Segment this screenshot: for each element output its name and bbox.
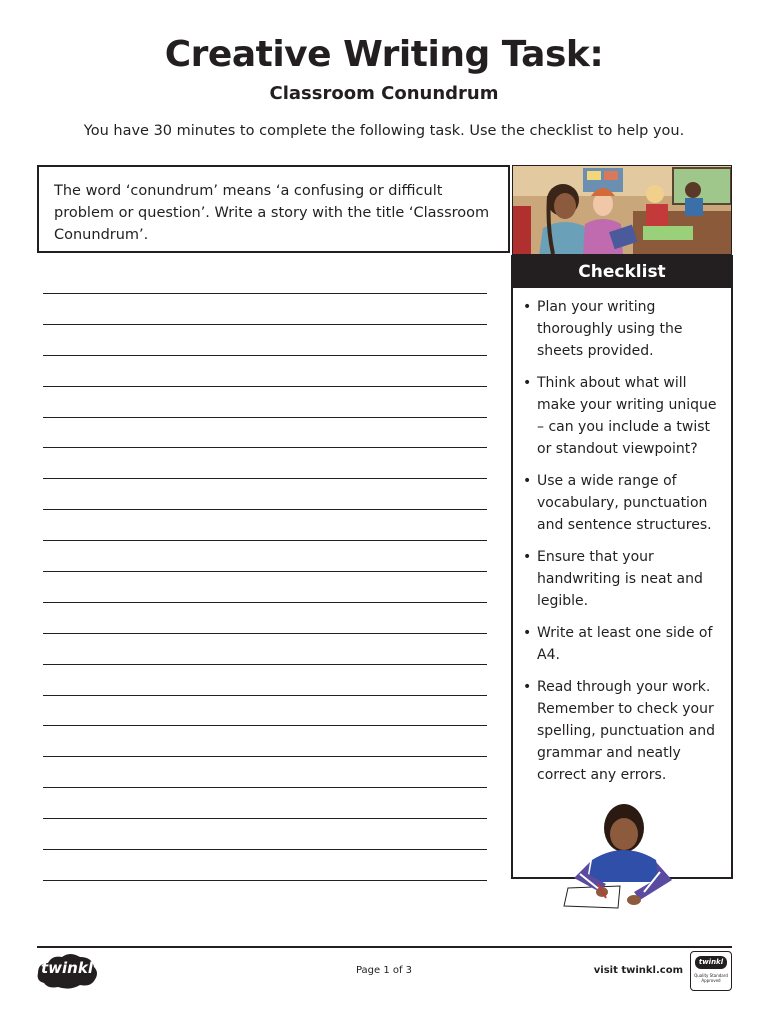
checklist-items: [513, 288, 731, 786]
task-description: The word ‘conundrum’ means ‘a confusing or difficult problem or question’. Write a story with the title ‘Classroom Conundrum’.: [54, 183, 490, 243]
writing-line[interactable]: [43, 540, 487, 571]
writing-line[interactable]: [43, 602, 487, 633]
badge-logo: twinkl: [695, 956, 727, 969]
quality-badge: [690, 951, 732, 991]
classroom-scene-illustration: [512, 165, 732, 255]
writing-line[interactable]: [43, 447, 487, 478]
page-title: Creative Writing Task:: [164, 34, 604, 75]
writing-line[interactable]: [43, 355, 487, 386]
writing-line[interactable]: [43, 664, 487, 695]
checklist-item: • Ensure that your handwriting is neat and legible.: [521, 546, 725, 612]
writing-line[interactable]: [43, 324, 487, 355]
bullet-icon: •: [523, 473, 532, 489]
footer-divider: [37, 946, 732, 948]
visit-link[interactable]: visit twinkl.com: [593, 965, 683, 976]
bullet-icon: •: [523, 679, 532, 695]
writing-line[interactable]: [43, 386, 487, 417]
checklist-item: • Think about what will make your writing unique – can you include a twist or standout viewpoint?: [521, 372, 725, 460]
writing-line[interactable]: [43, 571, 487, 602]
writing-line[interactable]: [43, 787, 487, 818]
page-subtitle: Classroom Conundrum: [269, 83, 499, 104]
bullet-icon: •: [523, 299, 532, 315]
checklist-item: • Use a wide range of vocabulary, punctuation and sentence structures.: [521, 470, 725, 536]
writing-line[interactable]: [43, 818, 487, 849]
writing-line[interactable]: [43, 633, 487, 664]
checklist-title: Checklist: [513, 257, 731, 288]
page-number: Page 1 of 3: [355, 965, 413, 976]
writing-line[interactable]: [43, 509, 487, 540]
bullet-icon: •: [523, 549, 532, 565]
girl-writing-icon: [560, 800, 682, 920]
checklist-item: • Plan your writing thoroughly using the sheets provided.: [521, 296, 725, 362]
checklist-item: • Write at least one side of A4.: [521, 622, 725, 666]
badge-text: Quality Standard Approved: [694, 973, 728, 983]
girl-writing-illustration: [560, 800, 682, 920]
writing-line[interactable]: [43, 293, 487, 324]
writing-line[interactable]: [43, 725, 487, 756]
writing-line[interactable]: [43, 880, 487, 911]
checklist-item: • Read through your work. Remember to check your spelling, punctuation and grammar and neatly correct any errors.: [521, 676, 725, 786]
bullet-icon: •: [523, 375, 532, 391]
bullet-icon: •: [523, 625, 532, 641]
instructions-text: You have 30 minutes to complete the following task. Use the checklist to help you.: [83, 123, 685, 139]
writing-line[interactable]: [43, 756, 487, 787]
task-description-box: [37, 165, 510, 253]
writing-line[interactable]: [43, 849, 487, 880]
writing-lines-area[interactable]: [43, 293, 487, 911]
checklist-panel: [511, 255, 733, 879]
writing-line[interactable]: [43, 478, 487, 509]
writing-line[interactable]: [43, 695, 487, 726]
classroom-scene-icon: [513, 166, 732, 255]
twinkl-logo: [34, 951, 100, 991]
logo-text: twinkl: [41, 959, 93, 977]
writing-line[interactable]: [43, 417, 487, 448]
